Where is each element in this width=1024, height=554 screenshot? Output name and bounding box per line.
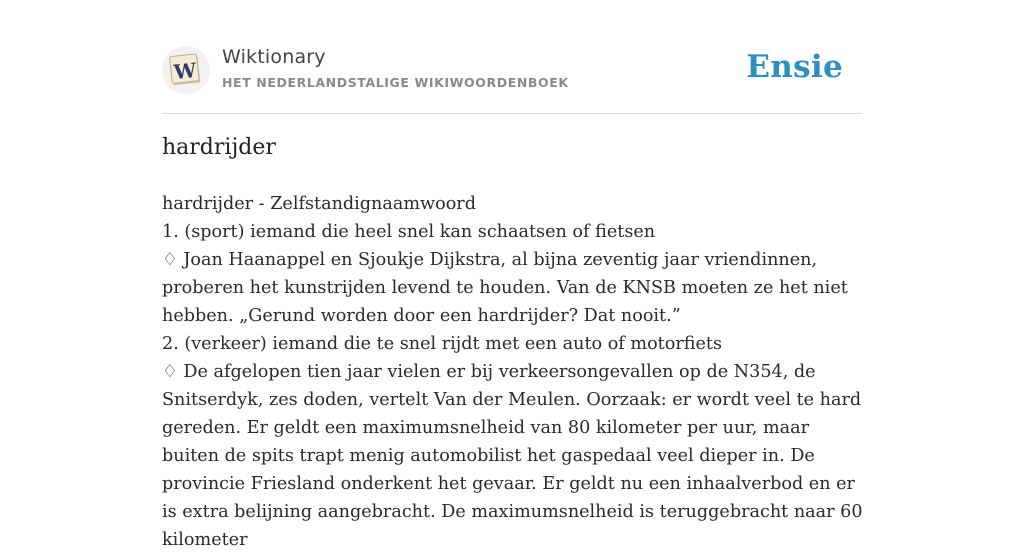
wiktionary-logo[interactable] (162, 46, 210, 94)
example-quote-2: ♢ De afgelopen tien jaar vielen er bij verkeersongevallen op de N354, de Snitserdyk, zes doden, vertelt Van der Meulen. Oorzaak: er wordt veel te hard gereden. Er geldt een maximumsnelheid van 80 kilometer per uur, maar buiten de spits trapt menig automobilist het gaspedaal veel dieper in. De provincie Friesland onderkent het gevaar. Er geldt nu een inhaalverbod en er is extra belijning aangebracht. De maximumsnelheid is teruggebracht naar 60 kilometer (162, 362, 863, 550)
header-divider (162, 113, 862, 114)
logo-letter: W (172, 57, 198, 85)
definition-sense-1: 1. (sport) iemand die heel snel kan schaatsen of fietsen (162, 222, 656, 242)
definition-heading: hardrijder - Zelfstandignaamwoord (162, 194, 476, 214)
page-title: hardrijder (162, 135, 276, 160)
ensie-brand-link[interactable]: Ensie (746, 49, 843, 85)
site-header (162, 42, 862, 102)
wiktionary-tile-icon (168, 52, 204, 88)
definition-content (162, 190, 864, 554)
site-subtitle: HET NEDERLANDSTALIGE WIKIWOORDENBOEK (222, 75, 569, 90)
definition-sense-2: 2. (verkeer) iemand die te snel rijdt met een auto of motorfiets (162, 334, 723, 354)
example-quote-1: ♢ Joan Haanappel en Sjoukje Dijkstra, al bijna zeventig jaar vriendinnen, proberen het kunstrijden levend te houden. Van de KNSB moeten ze het niet hebben. „Gerund worden door een hardrijder? Dat nooit.” (162, 250, 848, 326)
site-title[interactable]: Wiktionary (222, 46, 326, 68)
